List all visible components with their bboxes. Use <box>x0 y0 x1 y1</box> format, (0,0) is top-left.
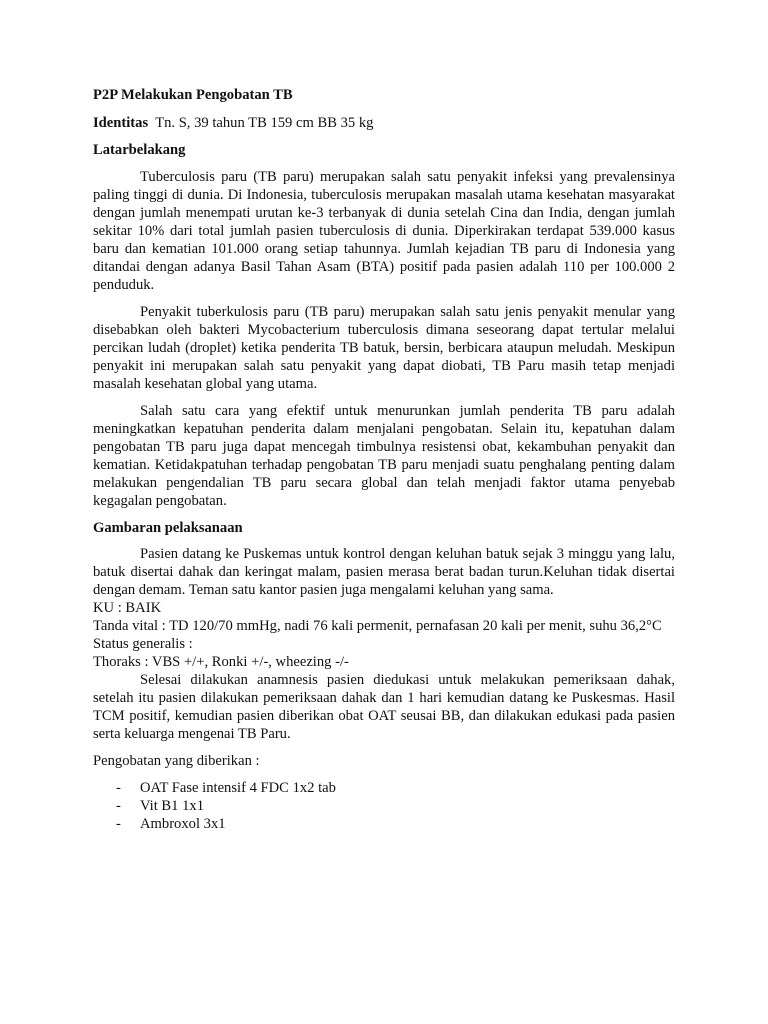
ku-line: KU : BAIK <box>93 600 162 616</box>
bullet-dash: - <box>116 780 121 796</box>
identitas-line <box>93 114 675 132</box>
document-page <box>93 86 675 833</box>
follow-up-paragraph: Selesai dilakukan anamnesis pasien diedukasi untuk melakukan pemeriksaan dahak, setelah itu pasien dilakukan pemeriksaan dahak dan 1 hari kemudian datang ke Puskesmas. Hasil TCM positif, kemudian pasien diberikan obat OAT seusai BB, dan dilakukan edukasi pada pasien serta keluarga mengenai TB Paru. <box>93 672 675 742</box>
medication-item <box>93 815 675 833</box>
latar-paragraph-3: Salah satu cara yang efektif untuk menurunkan jumlah penderita TB paru adalah meningkatkan kepatuhan penderita dalam menjalani pengobatan. Selain itu, kepatuhan dalam pengobatan TB paru juga dapat mencegah timbulnya resistensi obat, kekambuhan penyakit dan kematian. Ketidakpatuhan terhadap pengobatan TB paru menjadi suatu penghalang penting dalam melakukan pengendalian TB paru secara global dan telah menjadi faktor utama penyebab kegagalan pengobatan. <box>93 403 675 509</box>
latarbelakang-heading: Latarbelakang <box>93 142 186 158</box>
bullet-dash: - <box>116 798 121 814</box>
pengobatan-label: Pengobatan yang diberikan : <box>93 753 260 769</box>
gambaran-intro: Pasien datang ke Puskemas untuk kontrol dengan keluhan batuk sejak 3 minggu yang lalu, batuk disertai dahak dan keringat malam, pasien merasa berat badan turun.Keluhan tidak disertai dengan demam. Teman satu kantor pasien juga mengalami keluhan yang sama. <box>93 546 675 598</box>
identitas-value: Tn. S, 39 tahun TB 159 cm BB 35 kg <box>155 115 374 131</box>
medication-item <box>93 779 675 797</box>
latar-paragraph-2: Penyakit tuberkulosis paru (TB paru) merupakan salah satu jenis penyakit menular yang disebabkan oleh bakteri Mycobacterium tuberculosis dimana seseorang dapat tertular melalui percikan ludah (droplet) ketika penderita TB batuk, bersin, berbicara ataupun meludah. Meskipun penyakit ini merupakan salah satu penyakit yang dapat diobati, TB Paru masih tetap menjadi masalah kesehatan global yang utama. <box>93 304 675 392</box>
bullet-dash: - <box>116 816 121 832</box>
medication-item <box>93 797 675 815</box>
latar-paragraph-1: Tuberculosis paru (TB paru) merupakan salah satu penyakit infeksi yang prevalensinya paling tinggi di dunia. Di Indonesia, tuberculosis merupakan masalah utama kesehatan masyarakat dengan jumlah menempati urutan ke-3 terbanyak di dunia setelah Cina dan India, dengan jumlah sekitar 10% dari total jumlah pasien tuberculosis di dunia. Diperkirakan terdapat 539.000 kasus baru dan kematian 101.000 orang setiap tahunnya. Jumlah kejadian TB paru di Indonesia yang ditandai dengan adanya Basil Tahan Asam (BTA) positif pada pasien adalah 110 per 100.000 2 penduduk. <box>93 169 675 293</box>
medication-list <box>93 779 675 833</box>
document-title: P2P Melakukan Pengobatan TB <box>93 87 293 103</box>
medication-text: Ambroxol 3x1 <box>140 816 226 832</box>
thoraks-line: Thoraks : VBS +/+, Ronki +/-, wheezing -/- <box>93 654 349 670</box>
tanda-vital-line: Tanda vital : TD 120/70 mmHg, nadi 76 kali permenit, pernafasan 20 kali per menit, suhu 36,2°C <box>93 618 662 634</box>
identitas-label: Identitas <box>93 115 149 131</box>
medication-text: OAT Fase intensif 4 FDC 1x2 tab <box>140 780 336 796</box>
status-generalis-line: Status generalis : <box>93 636 193 652</box>
gambaran-heading: Gambaran pelaksanaan <box>93 520 243 536</box>
medication-text: Vit B1 1x1 <box>140 798 204 814</box>
